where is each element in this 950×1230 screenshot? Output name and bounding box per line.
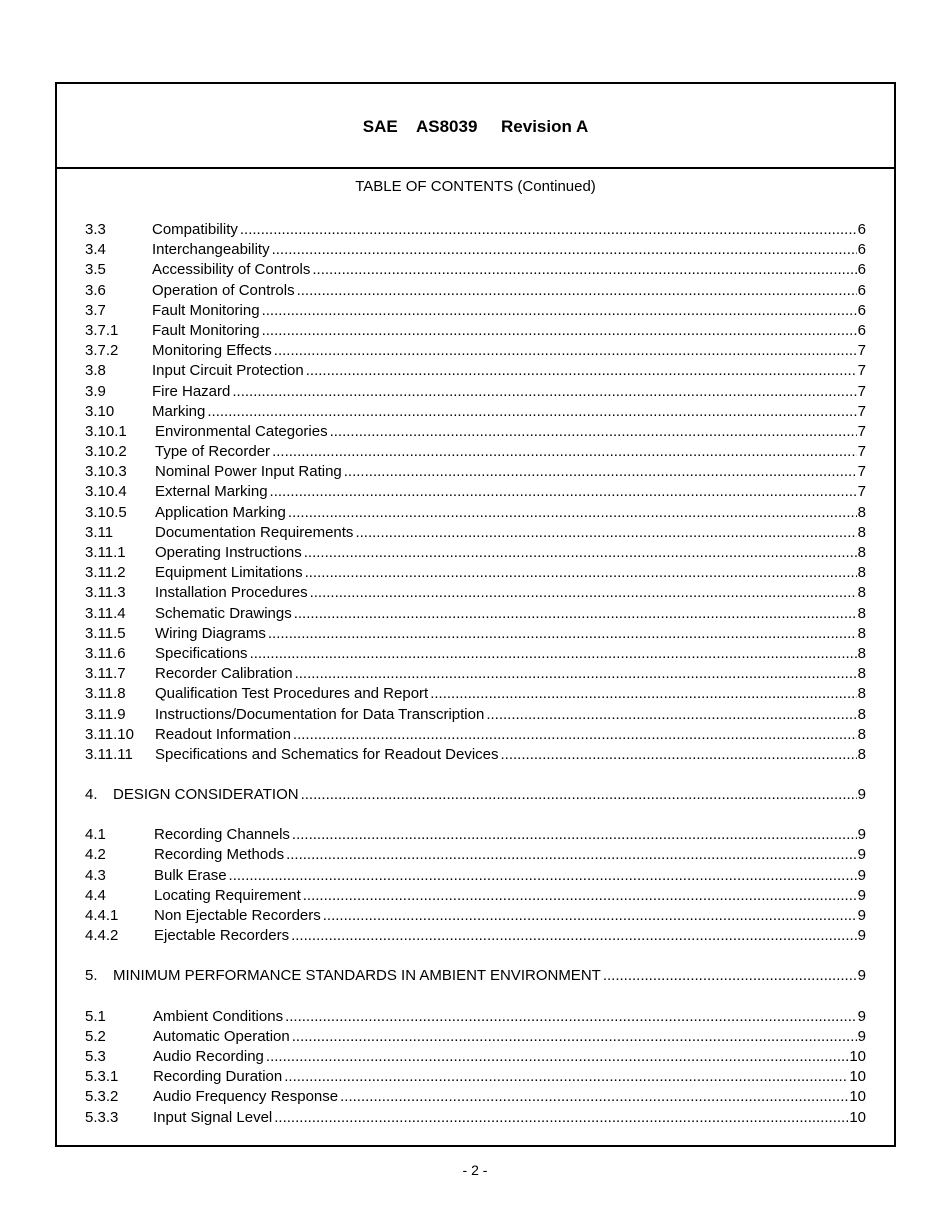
toc-entry-title: Bulk Erase: [154, 866, 227, 884]
toc-entry: [85, 825, 866, 845]
toc-entry-title: Fault Monitoring: [152, 301, 260, 319]
toc-entry-page: 9: [857, 1007, 866, 1025]
toc-leader-dots: [266, 1047, 848, 1067]
toc-entry-page: 7: [857, 443, 866, 461]
toc-leader-dots: [274, 341, 857, 361]
toc-entry-page: 7: [857, 463, 866, 481]
toc-leader-dots: [272, 442, 857, 462]
toc-entry: [85, 604, 866, 624]
toc-entry: [85, 1027, 866, 1047]
toc-leader-dots: [232, 382, 856, 402]
toc-entry-number: 3.4: [85, 241, 106, 259]
toc-entry: [85, 503, 866, 523]
toc-entry-title: Instructions/Documentation for Data Transcription: [155, 705, 485, 723]
toc-entry-page: 9: [857, 927, 866, 945]
toc-entry-title: Input Signal Level: [153, 1108, 273, 1126]
toc-entry-page: 8: [857, 503, 866, 521]
toc-entry-number: 3.10.5: [85, 503, 127, 521]
toc-entry-page: 6: [857, 321, 866, 339]
toc-entry: [85, 1087, 866, 1107]
toc-entry-number: 3.11.10: [85, 725, 134, 743]
toc-entry-title: Wiring Diagrams: [155, 624, 266, 642]
toc-entry: [85, 462, 866, 482]
toc-entry-page: 8: [857, 745, 866, 763]
toc-leader-dots: [272, 240, 857, 260]
toc-entry-title: Non Ejectable Recorders: [154, 907, 321, 924]
toc-spacer: [85, 987, 866, 1007]
toc-entry-title: Operation of Controls: [152, 281, 295, 299]
toc-leader-dots: [292, 1027, 857, 1047]
toc-leader-dots: [250, 644, 857, 664]
toc-spacer: [85, 946, 866, 966]
toc-leader-dots: [286, 845, 857, 865]
toc-entry-number: 3.11.8: [85, 685, 126, 703]
toc-entry-page: 8: [857, 584, 866, 602]
toc-entry-title: Ejectable Recorders: [154, 927, 290, 945]
toc-entry-number: 3.11.2: [85, 564, 126, 582]
toc-entry-title: Marking: [152, 402, 206, 420]
toc-entry: [85, 301, 866, 321]
toc-entry: [85, 624, 866, 644]
toc-leader-dots: [486, 705, 856, 725]
toc-entry-number: 5.3: [85, 1047, 106, 1065]
toc-entry: [85, 664, 866, 684]
toc-entry-page: 10: [849, 1108, 866, 1126]
toc-entry-page: 10: [849, 1047, 866, 1065]
toc-entry-page: 9: [857, 1027, 866, 1045]
toc-entry-number: 3.8: [85, 362, 106, 380]
toc-entry: [85, 845, 866, 865]
toc-entry-title: Installation Procedures: [155, 584, 308, 602]
toc-entry: [85, 684, 866, 704]
toc-entry-number: 3.5: [85, 261, 106, 279]
toc-entry-number: 3.11.1: [85, 544, 126, 561]
toc-entry-page: 7: [857, 483, 866, 501]
toc-entry-number: 3.10.2: [85, 443, 127, 461]
toc-entry-title: Fire Hazard: [152, 382, 231, 400]
toc-entry-title: External Marking: [155, 483, 268, 501]
toc-leader-dots: [323, 906, 857, 926]
toc-entry-number: 3.11.4: [85, 604, 126, 622]
toc-entry-page: 9: [857, 846, 866, 864]
toc-entry-number: 5.3.2: [85, 1088, 119, 1106]
toc-leader-dots: [340, 1087, 848, 1107]
toc-entry-number: 3.11.5: [85, 624, 126, 642]
toc-entry: [85, 705, 866, 725]
toc-leader-dots: [240, 220, 857, 240]
toc-entry-number: 5.3.1: [85, 1068, 119, 1086]
toc-entry-page: 9: [857, 866, 866, 884]
toc-entry-number: 3.10.4: [85, 483, 127, 501]
toc-entry-number: 3.10.1: [85, 422, 127, 440]
toc-entry: [85, 785, 866, 805]
toc-entry-number: 3.3: [85, 221, 106, 238]
toc-entry-page: 6: [857, 261, 866, 279]
toc-entry-title: Specifications and Schematics for Readout Devices: [155, 745, 499, 763]
toc-entry: [85, 402, 866, 422]
toc-entry-page: 8: [857, 604, 866, 622]
toc-entry-page: 7: [857, 422, 866, 440]
toc-entry: [85, 1067, 866, 1087]
toc-entry-title: Ambient Conditions: [153, 1007, 284, 1025]
toc-entry-number: 5.1: [85, 1007, 106, 1025]
toc-leader-dots: [297, 281, 857, 301]
toc-entry-page: 6: [857, 301, 866, 319]
toc-entry-title: Operating Instructions: [155, 544, 302, 561]
toc-entry-title: Compatibility: [152, 221, 238, 238]
toc-leader-dots: [305, 563, 857, 583]
toc-entry-page: 8: [857, 665, 866, 683]
document-frame: [55, 82, 896, 1147]
toc-entry-title: Accessibility of Controls: [152, 261, 311, 279]
toc-leader-dots: [274, 1108, 848, 1128]
document-header: [57, 84, 894, 169]
toc-entry: [85, 1047, 866, 1067]
toc-entry: [85, 745, 866, 765]
toc-entry-title: Recording Channels: [154, 826, 290, 844]
toc-entry-page: 7: [857, 342, 866, 360]
toc-entry-page: 8: [857, 544, 866, 561]
toc-entry-page: 8: [857, 644, 866, 662]
toc-entry-number: 4.3: [85, 866, 106, 884]
toc-entry-title: Audio Frequency Response: [153, 1088, 339, 1106]
toc-entry-page: 8: [857, 624, 866, 642]
toc-entry-number: 4.1: [85, 826, 106, 844]
toc-spacer: [85, 765, 866, 785]
toc-entry-title: Automatic Operation: [153, 1027, 290, 1045]
toc-leader-dots: [304, 543, 857, 563]
toc-entry: [85, 1007, 866, 1027]
toc-entry: [85, 281, 866, 301]
toc-entry: [85, 361, 866, 381]
toc-entry-number: 4.4.2: [85, 927, 119, 945]
toc-entry: [85, 341, 866, 361]
toc-entry-title: Locating Requirement: [154, 886, 301, 904]
toc-entry-title: Recorder Calibration: [155, 665, 293, 683]
toc-entry-title: Recording Methods: [154, 846, 285, 864]
toc-leader-dots: [229, 866, 857, 886]
toc-entry-page: 7: [857, 382, 866, 400]
toc-entry-number: 4.: [85, 786, 98, 804]
toc-entry-page: 6: [857, 241, 866, 259]
toc-entry-page: 8: [857, 564, 866, 582]
toc-entry-title: Readout Information: [155, 725, 291, 743]
toc-entry-title: Type of Recorder: [155, 443, 271, 461]
toc-entry-page: 8: [857, 685, 866, 703]
toc-entry: [85, 886, 866, 906]
toc-leader-dots: [292, 825, 857, 845]
toc-entry-page: 9: [857, 786, 866, 804]
toc-entry-page: 9: [857, 886, 866, 904]
toc-leader-dots: [306, 361, 857, 381]
toc-entry: [85, 382, 866, 402]
toc-entry: [85, 422, 866, 442]
toc-entry: [85, 563, 866, 583]
toc-entry-page: 6: [857, 281, 866, 299]
toc-spacer: [85, 805, 866, 825]
toc-leader-dots: [430, 684, 856, 704]
toc-entry-number: 3.7.2: [85, 342, 119, 360]
toc-entry-number: 3.6: [85, 281, 106, 299]
toc-leader-dots: [295, 664, 857, 684]
toc-entry-number: 4.2: [85, 846, 106, 864]
toc-leader-dots: [284, 1067, 848, 1087]
toc-leader-dots: [355, 523, 856, 543]
toc-leader-dots: [268, 624, 857, 644]
toc-leader-dots: [291, 926, 857, 946]
toc-leader-dots: [501, 745, 857, 765]
toc-entry: [85, 926, 866, 946]
document-title: SAE AS8039 Revision A: [362, 116, 589, 136]
toc-entry: [85, 321, 866, 341]
toc-entry-title: Environmental Categories: [155, 422, 328, 440]
toc-entry-page: 9: [857, 907, 866, 924]
toc-entry: [85, 523, 866, 543]
toc-entry-title: Interchangeability: [152, 241, 270, 259]
toc-entry-page: 7: [857, 362, 866, 380]
toc-entry-number: 3.9: [85, 382, 106, 400]
page-number: - 2 -: [462, 1162, 488, 1178]
toc-leader-dots: [262, 301, 857, 321]
toc-leader-dots: [312, 260, 856, 280]
toc-entry-title: Schematic Drawings: [155, 604, 292, 622]
toc-entry-title: Application Marking: [155, 503, 286, 521]
toc-entry-title: Qualification Test Procedures and Report: [155, 685, 429, 703]
toc-leader-dots: [344, 462, 857, 482]
toc-entry-title: Audio Recording: [153, 1047, 264, 1065]
toc-entry-title: Equipment Limitations: [155, 564, 303, 582]
toc-entry: [85, 482, 866, 502]
toc-entry-page: 8: [857, 705, 866, 723]
toc-entry-title: Specifications: [155, 644, 248, 662]
toc-entry-title: DESIGN CONSIDERATION: [113, 786, 299, 804]
toc-entry: [85, 966, 866, 986]
toc-entry-number: 3.11.11: [85, 745, 133, 763]
toc-entry-number: 5.2: [85, 1027, 106, 1045]
toc-entry-page: 6: [857, 221, 866, 238]
toc-entry-number: 3.11.6: [85, 644, 126, 662]
toc-entry-number: 3.10: [85, 402, 115, 420]
toc-leader-dots: [603, 966, 857, 986]
toc-entry-title: Recording Duration: [153, 1068, 283, 1086]
toc-entry-page: 9: [857, 967, 866, 985]
toc-entry: [85, 220, 866, 240]
toc-entry: [85, 725, 866, 745]
toc-leader-dots: [285, 1007, 857, 1027]
toc-leader-dots: [301, 785, 857, 805]
toc-entry: [85, 1108, 866, 1128]
toc-entry-page: 10: [849, 1068, 866, 1086]
toc-list: [85, 220, 866, 1128]
toc-entry: [85, 442, 866, 462]
toc-entry: [85, 866, 866, 886]
toc-entry: [85, 644, 866, 664]
toc-entry-page: 10: [849, 1088, 866, 1106]
toc-entry-page: 7: [857, 402, 866, 420]
toc-entry: [85, 240, 866, 260]
toc-leader-dots: [293, 725, 857, 745]
toc-entry-page: 9: [857, 826, 866, 844]
toc-entry: [85, 260, 866, 280]
toc-entry-number: 3.11: [85, 523, 114, 541]
toc-entry-title: Monitoring Effects: [152, 342, 272, 360]
toc-entry-title: Input Circuit Protection: [152, 362, 304, 380]
toc-entry-number: 3.11.3: [85, 584, 126, 602]
toc-entry-number: 5.: [85, 967, 98, 985]
toc-entry: [85, 906, 866, 926]
toc-title: TABLE OF CONTENTS (Continued): [355, 178, 596, 195]
toc-entry-number: 4.4.1: [85, 907, 119, 924]
toc-entry-title: Documentation Requirements: [155, 523, 354, 541]
toc-leader-dots: [310, 583, 857, 603]
toc-entry-number: 3.10.3: [85, 463, 127, 481]
toc-entry-page: 8: [857, 725, 866, 743]
toc-entry-number: 5.3.3: [85, 1108, 119, 1126]
toc-entry-number: 3.11.7: [85, 665, 126, 683]
toc-entry-page: 8: [857, 523, 866, 541]
toc-leader-dots: [303, 886, 857, 906]
toc-entry-number: 3.11.9: [85, 705, 126, 723]
toc-entry-number: 4.4: [85, 886, 106, 904]
toc-leader-dots: [270, 482, 857, 502]
toc-entry-title: Fault Monitoring: [152, 321, 260, 339]
toc-entry: [85, 583, 866, 603]
toc-entry-title: MINIMUM PERFORMANCE STANDARDS IN AMBIENT ENVIRONMENT: [113, 967, 601, 985]
toc-leader-dots: [294, 604, 857, 624]
toc-entry-number: 3.7.1: [85, 321, 119, 339]
toc-leader-dots: [288, 503, 857, 523]
toc-entry-title: Nominal Power Input Rating: [155, 463, 342, 481]
toc-leader-dots: [330, 422, 857, 442]
toc-leader-dots: [262, 321, 857, 341]
toc-entry-number: 3.7: [85, 301, 106, 319]
toc-leader-dots: [207, 402, 856, 422]
toc-entry: [85, 543, 866, 563]
